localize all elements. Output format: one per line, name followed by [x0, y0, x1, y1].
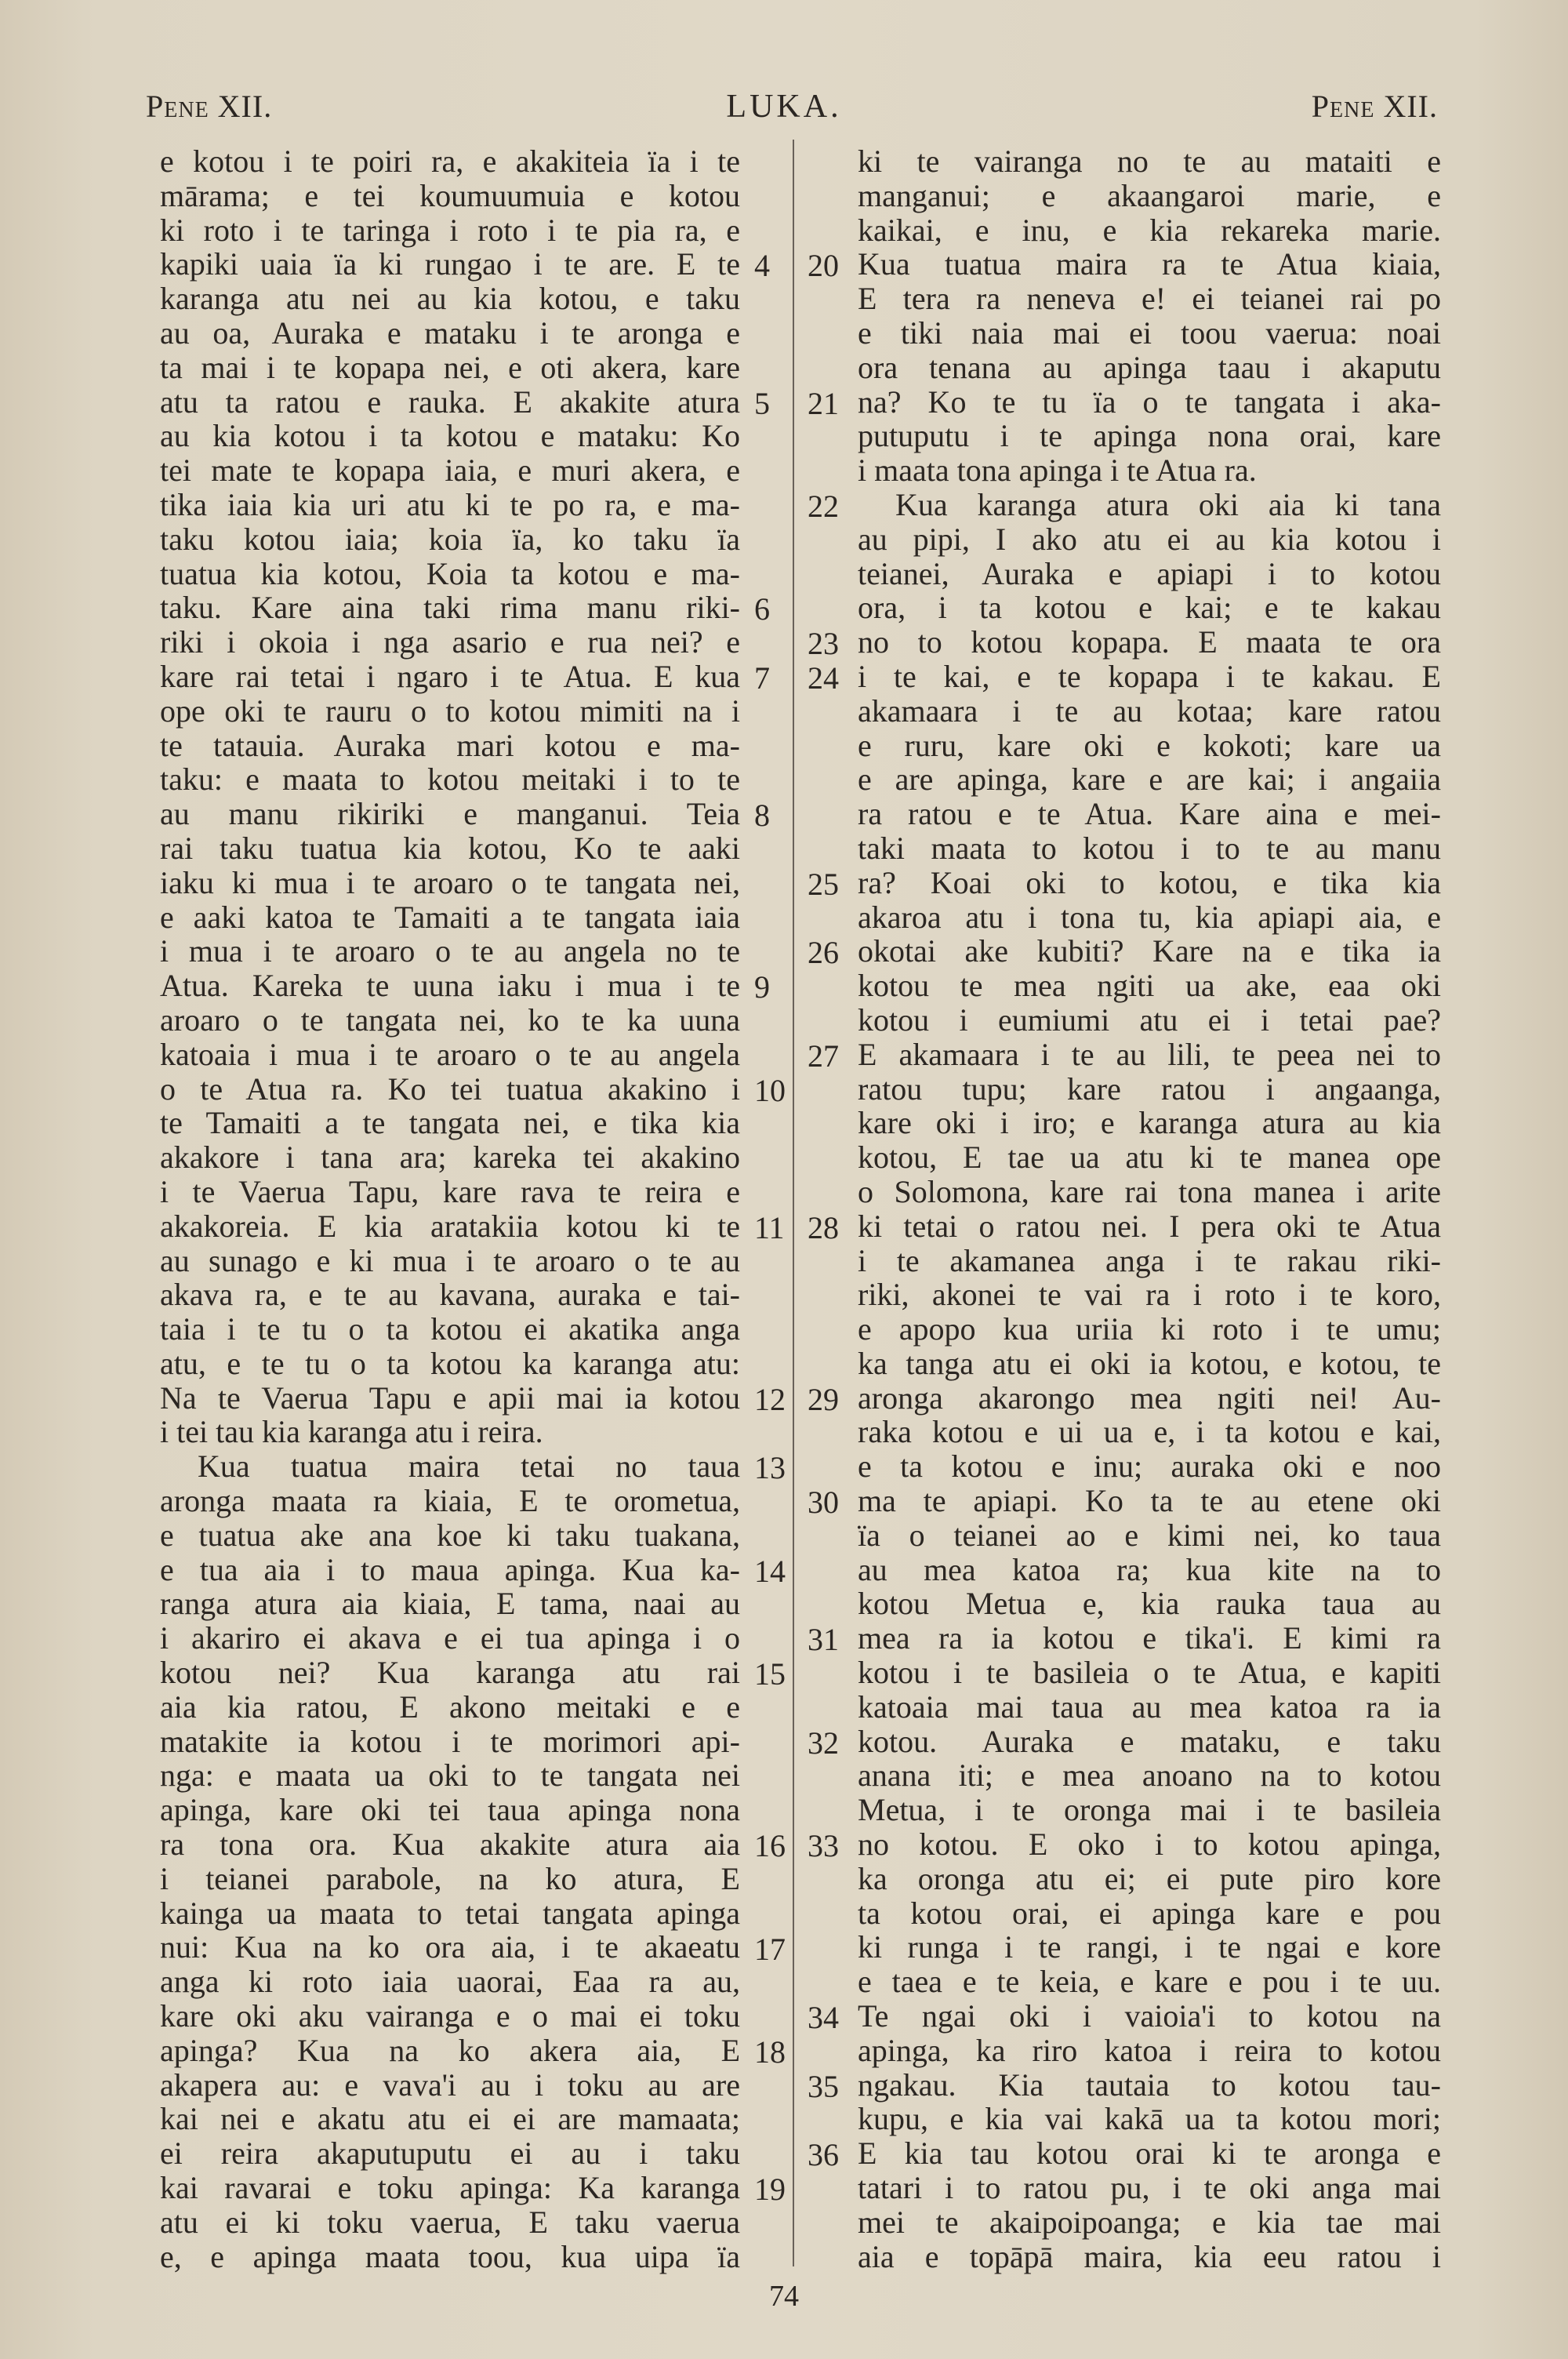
text-line: te tatauia. Auraka mari kotou e ma-: [160, 727, 740, 763]
text-line: ki roto i te taringa i roto i te pia ra, e: [160, 212, 740, 248]
text-line: ei reira akaputuputu ei au i taku: [160, 2135, 740, 2172]
text-line: teianei, Auraka e apiapi i to kotou: [858, 555, 1441, 591]
text-line: akakoreia. E kia aratakiia kotou ki te: [160, 1208, 740, 1244]
right-text-column: [858, 144, 1441, 2274]
text-line: au mea katoa ra; kua kite na to: [858, 1551, 1441, 1587]
text-line: e kotou i te poiri ra, e akakiteia ïa i te: [160, 144, 740, 179]
text-line: o te Atua ra. Ko tei tuatua akakino i: [160, 1070, 740, 1107]
text-line: atu, e te tu o ta kotou ka karanga atu:: [160, 1345, 740, 1381]
text-line: e ruru, kare oki e kokoti; kare ua: [858, 727, 1441, 763]
text-line: raka kotou e ui ua e, i ta kotou e kai,: [858, 1414, 1441, 1450]
verse-number: 13: [754, 1450, 786, 1486]
text-line: karanga atu nei au kia kotou, e taku: [160, 281, 740, 317]
verse-number: 18: [754, 2034, 786, 2070]
text-line: anana iti; e mea anoano na to kotou: [858, 1757, 1441, 1794]
text-line: e tuatua ake ana koe ki taku tuakana,: [160, 1517, 740, 1553]
text-line: ka oronga atu ei; ei pute piro kore: [858, 1860, 1441, 1896]
verse-number: 33: [808, 1828, 839, 1864]
text-line: riki, akonei te vai ra i roto i te koro,: [858, 1277, 1441, 1313]
text-line: ma te apiapi. Ko ta te au etene oki: [858, 1483, 1441, 1519]
text-line: i te Vaerua Tapu, kare rava te reira e: [160, 1173, 740, 1209]
text-line: taia i te tu o ta kotou ei akatika anga: [160, 1311, 740, 1347]
text-line: katoaia mai taua au mea katoa ra ia: [858, 1688, 1441, 1725]
text-line: ki runga i te rangi, i te ngai e kore: [858, 1929, 1441, 1965]
text-line: anga ki roto iaia uaorai, Eaa ra au,: [160, 1964, 740, 2000]
text-line: riki i okoia i nga asario e rua nei? e: [160, 624, 740, 660]
text-line: akamaara i te au kotaa; kare ratou: [858, 692, 1441, 729]
text-line: iaku ki mua i te aroaro o te tangata nei,: [160, 864, 740, 900]
text-line: akapera au: e vava'i au i toku au are: [160, 2066, 740, 2103]
verse-number: 20: [808, 248, 839, 284]
text-line: i te akamanea anga i te rakau riki-: [858, 1242, 1441, 1278]
text-line: te Tamaiti a te tangata nei, e tika kia: [160, 1105, 740, 1141]
text-line: kainga ua maata to tetai tangata apinga: [160, 1895, 740, 1931]
text-line: aia e topāpā maira, kia eeu ratou i: [858, 2238, 1441, 2274]
text-line: kotou. Auraka e mataku, e taku: [858, 1723, 1441, 1759]
text-line: putuputu i te apinga nona orai, kare: [858, 418, 1441, 454]
text-line: ra? Koai oki to kotou, e tika kia: [858, 864, 1441, 900]
text-line: Kua tuatua maira ra te Atua kiaia,: [858, 246, 1441, 282]
running-header-right: [1312, 88, 1438, 125]
text-line: tei mate te kopapa iaia, e muri akera, e: [160, 453, 740, 489]
text-line: kare oki aku vairanga e o mai ei toku: [160, 1998, 740, 2034]
verse-number: 6: [754, 591, 770, 627]
verse-number: 7: [754, 660, 770, 696]
text-line: au kia kotou i ta kotou e mataku: Ko: [160, 418, 740, 454]
text-line: apinga, ka riro katoa i reira to kotou: [858, 2032, 1441, 2068]
text-line: e taea e te keia, e kare e pou i te uu.: [858, 1964, 1441, 2000]
text-line: tuatua kia kotou, Koia ta kotou e ma-: [160, 555, 740, 591]
text-line: i tei tau kia karanga atu i reira.: [160, 1414, 543, 1450]
verse-number: 27: [808, 1038, 839, 1074]
text-line: e, e apinga maata toou, kua uipa ïa: [160, 2238, 740, 2274]
text-line: aronga akarongo mea ngiti nei! Au-: [858, 1379, 1441, 1416]
column-divider: [793, 140, 794, 2266]
verse-number: 21: [808, 385, 839, 421]
verse-number: 31: [808, 1622, 839, 1658]
verse-number: 11: [754, 1209, 785, 1245]
text-line: ope oki te rauru o to kotou mimiti na i: [160, 692, 740, 729]
verse-number: 8: [754, 798, 770, 834]
text-line: ora tenana au apinga taau i akaputu: [858, 349, 1441, 385]
text-line: i te kai, e te kopapa i te kakau. E: [858, 658, 1441, 694]
text-line: ora, i ta kotou e kai; e te kakau: [858, 590, 1441, 626]
verse-number: 30: [808, 1485, 839, 1521]
text-line: kotou te mea ngiti ua ake, eaa oki: [858, 968, 1441, 1004]
text-line: Metua, i te oronga mai i te basileia: [858, 1792, 1441, 1828]
verse-number: 12: [754, 1381, 786, 1417]
text-line: kare oki i iro; e karanga atura au kia: [858, 1105, 1441, 1141]
text-line: e tiki naia mai ei toou vaerua: noai: [858, 314, 1441, 351]
verse-number: 9: [754, 969, 770, 1005]
verse-number: 34: [808, 2000, 839, 2036]
text-line: e apopo kua uriia ki roto i te umu;: [858, 1311, 1441, 1347]
text-line: akava ra, e te au kavana, auraka e tai-: [160, 1277, 740, 1313]
text-line: kotou, E tae ua atu ki te manea ope: [858, 1140, 1441, 1176]
text-line: ta kotou orai, ei apinga kare e pou: [858, 1895, 1441, 1931]
text-line: ta mai i te kopapa nei, e oti akera, kare: [160, 349, 740, 385]
text-line: tika iaia kia uri atu ki te po ra, e ma-: [160, 486, 740, 522]
text-line: au manu rikiriki e manganui. Teia: [160, 796, 740, 832]
verse-number: 25: [808, 866, 839, 902]
text-line: i mua i te aroaro o te au angela no te: [160, 933, 740, 969]
text-line: ra tona ora. Kua akakite atura aia: [160, 1826, 740, 1863]
text-line: akaroa atu i tona tu, kia apiapi aia, e: [858, 899, 1441, 935]
text-line: mea ra ia kotou e tika'i. E kimi ra: [858, 1620, 1441, 1656]
text-line: mei te akaipoipoanga; e kia tae mai: [858, 2204, 1441, 2240]
verse-number: 10: [754, 1072, 786, 1108]
text-line: kupu, e kia vai kakā ua ta kotou mori;: [858, 2101, 1441, 2137]
text-line: kotou i te basileia o te Atua, e kapiti: [858, 1655, 1441, 1691]
verse-number: 14: [754, 1553, 786, 1589]
text-line: au sunago e ki mua i te aroaro o te au: [160, 1242, 740, 1278]
text-line: kai ravarai e toku apinga: Ka karanga: [160, 2170, 740, 2206]
text-line: mārama; e tei koumuumuia e kotou: [160, 177, 740, 213]
text-line: no kotou. E oko i to kotou apinga,: [858, 1826, 1441, 1863]
text-line: kapiki uaia ïa ki rungao i te are. E te: [160, 246, 740, 282]
text-line: e ta kotou e inu; auraka oki e noo: [858, 1448, 1441, 1485]
text-line: kare rai tetai i ngaro i te Atua. E kua: [160, 658, 740, 694]
text-line: taku. Kare aina taki rima manu riki-: [160, 590, 740, 626]
text-line: Kua karanga atura oki aia ki tana: [895, 486, 1441, 522]
text-line: taki maata to kotou i to te au manu: [858, 830, 1441, 866]
text-line: i akariro ei akava e ei tua apinga i o: [160, 1620, 740, 1656]
text-line: rai taku tuatua kia kotou, Ko te aaki: [160, 830, 740, 866]
text-line: aronga maata ra kiaia, E te orometua,: [160, 1483, 740, 1519]
text-line: aroaro o te tangata nei, ko te ka uuna: [160, 1001, 740, 1038]
text-line: manganui; e akaangaroi marie, e: [858, 177, 1441, 213]
text-line: akakore i tana ara; kareka tei akakino: [160, 1140, 740, 1176]
text-line: kotou Metua e, kia rauka taua au: [858, 1586, 1441, 1622]
text-line: E akamaara i te au lili, te peea nei to: [858, 1036, 1441, 1072]
verse-number: 36: [808, 2137, 839, 2173]
text-line: ratou tupu; kare ratou i angaanga,: [858, 1070, 1441, 1107]
text-line: apinga, kare oki tei taua apinga nona: [160, 1792, 740, 1828]
text-line: nga: e maata ua oki to te tangata nei: [160, 1757, 740, 1794]
text-line: ngakau. Kia tautaia to kotou tau-: [858, 2066, 1441, 2103]
text-line: Te ngai oki i vaioia'i to kotou na: [858, 1998, 1441, 2034]
text-line: katoaia i mua i te aroaro o te au angela: [160, 1036, 740, 1072]
text-line: tatari i to ratou pu, i te oki anga mai: [858, 2170, 1441, 2206]
text-line: no to kotou kopapa. E maata te ora: [858, 624, 1441, 660]
text-line: matakite ia kotou i te morimori api-: [160, 1723, 740, 1759]
verse-number: 23: [808, 626, 839, 662]
text-line: E kia tau kotou orai ki te aronga e: [858, 2135, 1441, 2172]
text-line: ïa o teianei ao e kimi nei, ko taua: [858, 1517, 1441, 1553]
verse-number: 16: [754, 1828, 786, 1864]
header-right-text: Pene XII.: [1311, 89, 1438, 124]
text-line: e tua aia i to maua apinga. Kua ka-: [160, 1551, 740, 1587]
text-line: Atua. Kareka te uuna iaku i mua i te: [160, 968, 740, 1004]
text-line: apinga? Kua na ko akera aia, E: [160, 2032, 740, 2068]
text-line: atu ta ratou e rauka. E akakite atura: [160, 383, 740, 420]
verse-number: 4: [754, 248, 770, 284]
left-text-column: [160, 144, 740, 2274]
text-line: e are apinga, kare e are kai; i angaiia: [858, 761, 1441, 798]
page-number: 74: [769, 2280, 799, 2313]
text-line: aia kia ratou, E akono meitaki e e: [160, 1688, 740, 1725]
verse-number: 5: [754, 385, 770, 421]
verse-number: 22: [808, 489, 839, 524]
verse-number: 29: [808, 1381, 839, 1417]
text-line: Kua tuatua maira tetai no taua: [198, 1448, 740, 1485]
text-line: na? Ko te tu ïa o te tangata i aka-: [858, 383, 1441, 420]
verse-number: 17: [754, 1931, 786, 1967]
text-line: i teianei parabole, na ko atura, E: [160, 1860, 740, 1896]
text-line: taku: e maata to kotou meitaki i to te: [160, 761, 740, 798]
text-line: E tera ra neneva e! ei teianei rai po: [858, 281, 1441, 317]
text-line: au oa, Auraka e mataku i te aronga e: [160, 314, 740, 351]
text-line: au pipi, I ako atu ei au kia kotou i: [858, 521, 1441, 557]
text-line: i maata tona apinga i te Atua ra.: [858, 453, 1257, 489]
running-header-center: LUKA.: [726, 89, 842, 125]
text-line: ranga atura aia kiaia, E tama, naai au: [160, 1586, 740, 1622]
verse-number: 28: [808, 1209, 839, 1245]
text-line: ki tetai o ratou nei. I pera oki te Atua: [858, 1208, 1441, 1244]
text-line: kotou nei? Kua karanga atu rai: [160, 1655, 740, 1691]
text-line: taku kotou iaia; koia ïa, ko taku ïa: [160, 521, 740, 557]
text-line: ka tanga atu ei oki ia kotou, e kotou, te: [858, 1345, 1441, 1381]
text-line: okotai ake kubiti? Kare na e tika ia: [858, 933, 1441, 969]
verse-number: 35: [808, 2068, 839, 2104]
verse-number: 19: [754, 2172, 786, 2208]
text-line: kotou i eumiumi atu ei i tetai pae?: [858, 1001, 1441, 1038]
text-line: ki te vairanga no te au mataiti e: [858, 144, 1441, 179]
text-line: o Solomona, kare rai tona manea i arite: [858, 1173, 1441, 1209]
text-line: Na te Vaerua Tapu e apii mai ia kotou: [160, 1379, 740, 1416]
verse-number: 26: [808, 935, 839, 971]
text-line: nui: Kua na ko ora aia, i te akaeatu: [160, 1929, 740, 1965]
verse-number: 32: [808, 1725, 839, 1761]
verse-number: 15: [754, 1656, 786, 1692]
text-line: ra ratou e te Atua. Kare aina e mei-: [858, 796, 1441, 832]
header-left-text: Pene XII.: [146, 89, 273, 124]
text-line: kaikai, e inu, e kia rekareka marie.: [858, 212, 1441, 248]
text-line: e aaki katoa te Tamaiti a te tangata iaia: [160, 899, 740, 935]
verse-number: 24: [808, 660, 839, 696]
text-line: atu ei ki toku vaerua, E taku vaerua: [160, 2204, 740, 2240]
text-line: kai nei e akatu atu ei ei are mamaata;: [160, 2101, 740, 2137]
